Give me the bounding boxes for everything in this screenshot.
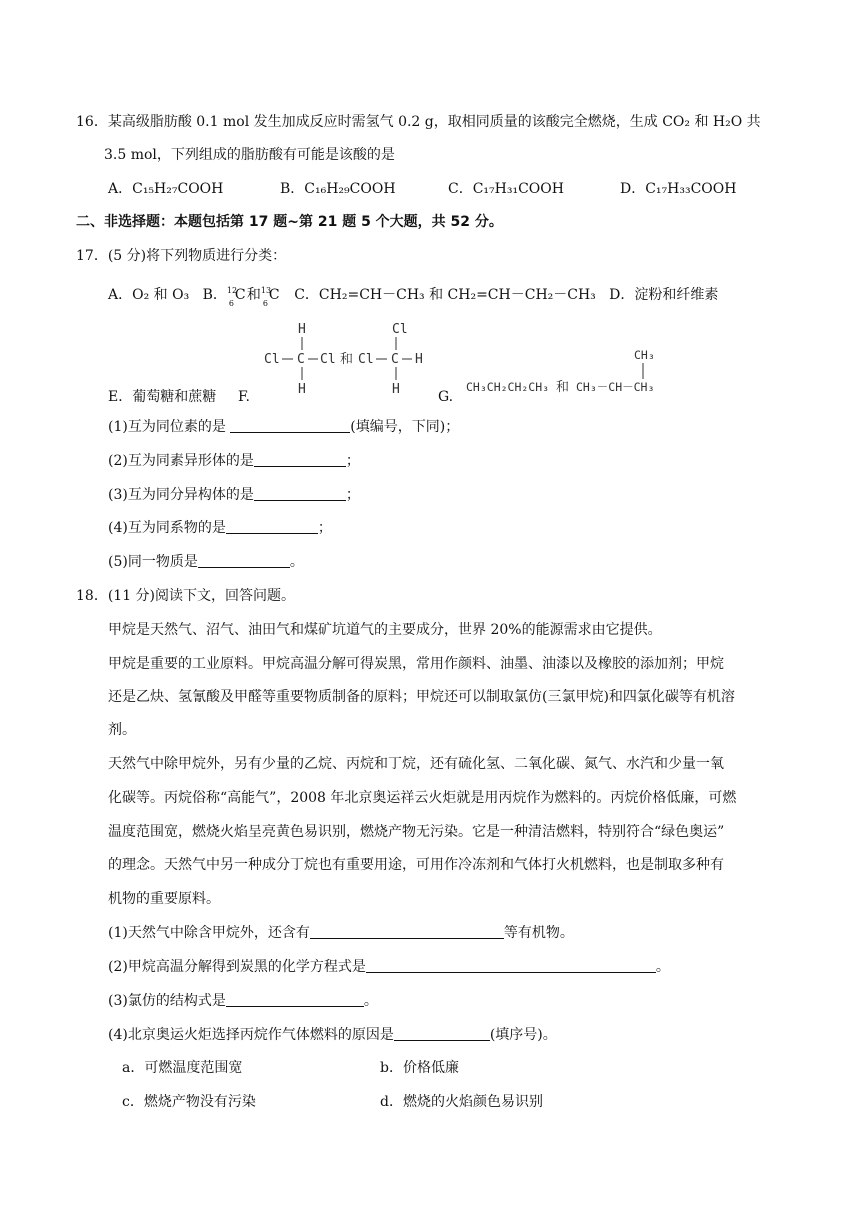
q17-item-5: (5)同一物质是 。	[108, 554, 304, 570]
q18-number: 18．	[76, 588, 108, 604]
q16-option-a: A．C₁₅H₂₇COOH	[108, 181, 224, 197]
q17-option-b-prefix: B．	[202, 287, 227, 303]
q16-option-b: B．C₁₆H₂₉COOH	[280, 181, 396, 197]
q18-paragraph-line: 还是乙炔、氢氰酸及甲醛等重要物质制备的原料；甲烷还可以制取氯仿(三氯甲烷)和四氯化碳等有机溶	[108, 689, 735, 705]
carbon-12-isotope: 12 6 C	[226, 286, 246, 308]
q17-number: 17．	[76, 248, 108, 264]
q17-blank-2[interactable]	[254, 452, 346, 467]
q18-item-2: (2)甲烷高温分解得到炭黑的化学方程式是 。	[108, 959, 670, 975]
q16-option-c: C．C₁₇H₃₁COOH	[448, 181, 564, 197]
dichloromethane-structures	[262, 318, 442, 398]
svg-text:H: H	[392, 382, 400, 397]
q18-paragraph-line: 机物的重要原料。	[108, 891, 220, 907]
q17-stem	[76, 246, 286, 266]
svg-text:Cl: Cl	[392, 322, 408, 337]
q17-blank-1[interactable]	[230, 418, 350, 433]
q18-choice-c: c．燃烧产物没有污染	[122, 1094, 256, 1110]
q17-item-4: (4)互为同系物的是 ；	[108, 520, 332, 536]
q18-blank-4[interactable]	[394, 1026, 490, 1041]
q17-option-c: C．CH₂=CH－CH₃ 和 CH₂=CH－CH₂－CH₃	[294, 287, 596, 303]
svg-text:H: H	[415, 352, 423, 367]
q16-line1	[76, 112, 761, 132]
q17-item-1: (1)互为同位素的是 (填编号，下同)；	[108, 419, 460, 435]
q18-paragraph-line: 化碳等。丙烷俗称“高能气”，2008 年北京奥运祥云火炬就是用丙烷作为燃料的。丙烷价格低廉，可燃	[108, 790, 737, 806]
q18-paragraph-line: 剂。	[108, 722, 136, 738]
q16-text-line2: 3.5 mol，下列组成的脂肪酸有可能是该酸的是	[104, 147, 395, 163]
q18-blank-3[interactable]	[226, 992, 364, 1007]
svg-text:和: 和	[556, 380, 570, 395]
q16-option-d: D．C₁₇H₃₃COOH	[620, 181, 737, 197]
carbon-13-isotope: 13 6 C	[260, 286, 280, 308]
svg-text:Cl: Cl	[320, 352, 336, 367]
q17-blank-3[interactable]	[254, 486, 346, 501]
q18-stem-text: (11 分)阅读下文，回答问题。	[107, 588, 296, 604]
q17-item-2: (2)互为同素异形体的是 ；	[108, 453, 360, 469]
svg-text:H: H	[298, 382, 306, 397]
q18-choice-a: a．可燃温度范围宽	[122, 1060, 243, 1076]
section-heading: 二、非选择题：本题包括第 17 题~第 21 题 5 个大题，共 52 分。	[76, 214, 503, 230]
q17-blank-5[interactable]	[198, 553, 290, 568]
svg-text:CH₃: CH₃	[634, 348, 655, 362]
q17-item-3: (3)互为同分异构体的是 ；	[108, 487, 360, 503]
butane-isomer-structures	[464, 343, 694, 399]
q18-paragraph-line: 甲烷是重要的工业原料。甲烷高温分解可得炭黑，常用作颜料、油墨、油漆以及橡胶的添加剂；甲烷	[108, 656, 724, 672]
q18-paragraph-line: 甲烷是天然气、沼气、油田气和煤矿坑道气的主要成分，世界 20%的能源需求由它提供。	[108, 622, 662, 638]
q18-paragraph-line: 温度范围宽，燃烧火焰呈亮黄色易识别，燃烧产物无污染。它是一种清洁燃料，特别符合“绿色奥运”	[108, 824, 725, 840]
svg-text:Cl: Cl	[358, 352, 374, 367]
q18-blank-1[interactable]	[310, 924, 504, 939]
svg-text:CH₃－CH－CH₃: CH₃－CH－CH₃	[576, 380, 655, 394]
svg-text:C: C	[297, 352, 305, 367]
q18-paragraph-line: 天然气中除甲烷外，另有少量的乙烷、丙烷和丁烷，还有硫化氢、二氧化碳、氮气、水汽和少量一氧	[108, 756, 724, 772]
q17-stem-text: (5 分)将下列物质进行分类：	[107, 248, 287, 264]
q17-blank-4[interactable]	[226, 519, 318, 534]
q17-option-f-label: F.	[238, 389, 250, 405]
svg-text:CH₃CH₂CH₂CH₃: CH₃CH₂CH₂CH₃	[466, 380, 550, 394]
q17-options-line: A．O₂ 和 O₃ B． 12 6 C 和 13 6 C C．CH₂=CH－CH₃ 和 CH₂=CH－CH₂－CH₃ D．淀粉和纤维素	[108, 286, 719, 308]
q17-option-d: D．淀粉和纤维素	[609, 287, 719, 303]
svg-text:H: H	[298, 322, 306, 337]
q17-option-e: E．葡萄糖和蔗糖	[108, 389, 217, 405]
q18-blank-2[interactable]	[366, 958, 656, 973]
q18-paragraph-line: 的理念。天然气中另一种成分丁烷也有重要用途，可用作冷冻剂和气体打火机燃料，也是制取多种有	[108, 857, 724, 873]
q18-item-1: (1)天然气中除含甲烷外，还含有 等有机物。	[108, 925, 574, 941]
svg-text:Cl: Cl	[264, 352, 280, 367]
q18-item-3: (3)氯仿的结构式是 。	[108, 993, 378, 1009]
q18-item-4: (4)北京奥运火炬选择丙烷作气体燃料的原因是 (填序号)。	[108, 1027, 557, 1043]
q17-option-g-label: G.	[438, 389, 454, 405]
q18-choice-d: d．燃烧的火焰颜色易识别	[380, 1094, 543, 1110]
svg-text:和: 和	[340, 352, 354, 367]
q16-text-line1: 某高级脂肪酸 0.1 mol 发生加成反应时需氢气 0.2 g，取相同质量的该酸完全燃烧，生成 CO₂ 和 H₂O 共	[107, 114, 761, 130]
svg-text:C: C	[391, 352, 399, 367]
q16-number: 16．	[76, 114, 108, 130]
q17-option-a: A．O₂ 和 O₃	[108, 287, 190, 303]
q18-choice-b: b．价格低廉	[380, 1060, 459, 1076]
q18-stem	[76, 586, 295, 606]
